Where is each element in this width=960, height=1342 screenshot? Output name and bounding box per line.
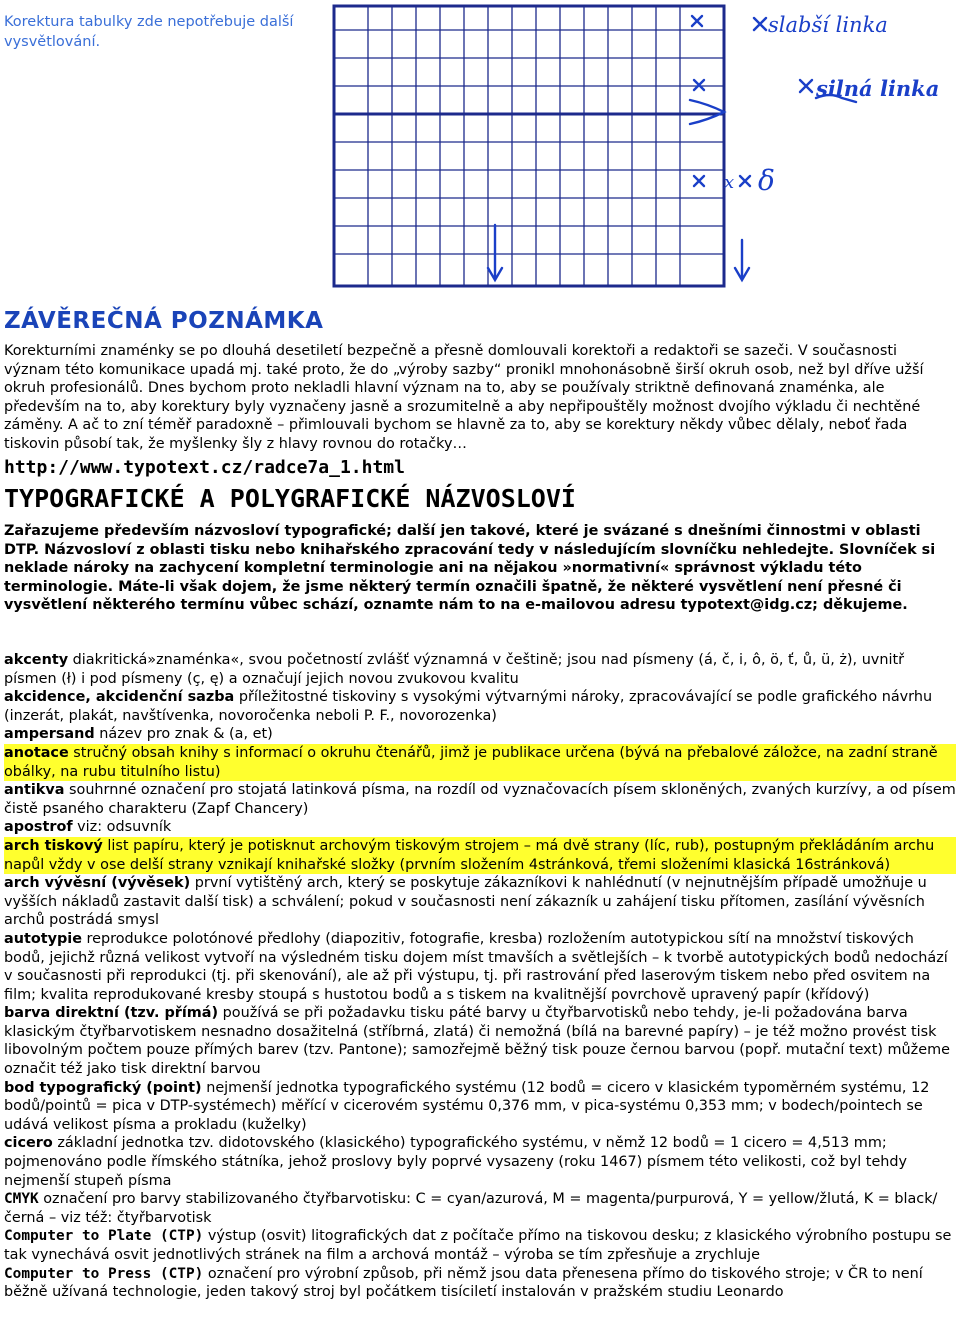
glossary-entry [4, 874, 956, 930]
glossary-entry [4, 1265, 956, 1302]
entry-term: ampersand [4, 726, 95, 743]
entry-term: akcidence, akcidenční sazba [4, 689, 235, 706]
glossary-entry [4, 651, 956, 688]
entry-term: akcenty [4, 652, 69, 668]
glossary-entry [4, 1190, 956, 1227]
entry-term: Computer to Press (CTP) [4, 1265, 204, 1282]
glossary-entry-highlighted [4, 837, 956, 874]
entry-definition: souhrnné označení pro stojatá latinková písma, na rozdíl od vyznačovacích písem skloněných, zvaných kurzívy, a od písem čistě psaného charakteru (Zapf Chancery) [4, 782, 956, 817]
entry-definition: označení pro barvy stabilizovaného čtyřbarvotisku: C = cyan/azurová, M = magenta/purpurová, Y = yellow/žlutá, K = black/černá – viz též: čtyřbarvotisk [4, 1191, 938, 1226]
final-note-heading: ZÁVĚREČNÁ POZNÁMKA [4, 308, 324, 334]
figure-mark-delta: δ [758, 164, 775, 197]
entry-term: arch tiskový [4, 837, 103, 854]
intro-note: Korektura tabulky zde nepotřebuje další vysvětlování. [4, 14, 294, 50]
glossary-entry [4, 930, 956, 1004]
entry-definition: používá se při požadavku tisku páté barvy u čtyřbarvotisků nebo tehdy, je-li požadována barva klasickým čtyřbarvotiskem nesnadno dosažitelná (stříbrná, zlatá) či nemožná (bílá na barevné papíry) – je též možno provést tisk libovolným počtem pouze přímých barev (tzv. Pantone); samozřejmě běžný tisk pouze černou barvou (popř. mutační text) můžeme označit též jako tisk direktní barvou [4, 1005, 950, 1078]
entry-definition: nejmenší jednotka typografického systému (12 bodů = cicero v klasickém typoměrném systému, 12 bodů/pointů = pica v DTP-systémech) měřící v cicerovém systému 0,376 mm, v pica-systému 0,353 mm; v bodech/pointech se udává velikost písma a prokladu (kuželky) [4, 1079, 930, 1133]
glossary-entry [4, 818, 956, 837]
glossary-list [4, 651, 956, 1302]
entry-definition: výstup (osvit) litografických dat z počítače přímo na tiskovou desku; z klasického výrobního postupu se tak vynechává osvit jednotlivých stránek na film a archová montáž – výroba se tím zpřesňuje a zrychluje [4, 1228, 952, 1263]
final-note-paragraph: Korekturními znaménky se po dlouhá desetiletí bezpečně a přesně domlouvali korektoři a redaktoři se sazeči. V současnosti význam této komunikace upadá mj. také proto, že do „výroby sazby“ pronikl mnohonásobně širší okruh osob, než byl dříve užší okruh profesionálů. Dnes bychom proto nekladli hlavní význam na to, aby se používaly striktně definovaná znaménka, ale především na to, aby korektury byly vyznačeny jasně a srozumitelně a aby nepřipouštěly možnost dvojího výkladu či nechtěné záměny. A ač to zní téměř paradoxně – přimlouvali bychom se hlavně za to, aby se korektury někdy vůbec dělaly, neboť řada tiskovin působí tak, že myšlenky šly z hlavy rovnou do rotačky… [4, 343, 924, 452]
entry-definition: list papíru, který je potisknut archovým tiskovým strojem – má dvě strany (líc, rub), postupným překládáním archu napůl vždy v ose delší strany vznikají knihařské složky (prvním složením 4stránková, třemi složeními klasická 16stránková) [4, 837, 935, 873]
entry-definition: základní jednotka tzv. didotovského (klasického) typografického systému, v němž 12 bodů = 1 cicero = 4,513 mm; pojmenováno podle římského státníka, jehož proslovy byly poprvé vysazeny (roku 1467) písmem této velikosti, což byl tehdy nejmenší stupeň písma [4, 1135, 908, 1189]
glossary-entry [4, 725, 956, 744]
entry-definition: diakritická»znaménka«, svou početností zvlášť významná v češtině; jsou nad písmeny (á, č, i, ô, ö, ť, ů, ü, ż), uvnitř písmen (ł) i pod písmeny (ç, ę) a označují jejich novou zvukovou kvalitu [4, 652, 905, 687]
entry-term: arch vývěsní (vývěsek) [4, 875, 191, 892]
glossary-entry [4, 1227, 956, 1264]
entry-definition: viz: odsuvník [72, 819, 172, 836]
glossary-entry [4, 1134, 956, 1190]
figure-mark-x: x [724, 172, 735, 193]
glossary-entry [4, 1079, 956, 1135]
source-url: http://www.typotext.cz/radce7a_1.html [4, 457, 405, 478]
entry-definition: reprodukce polotónové předlohy (diapozitiv, fotografie, kresba) rozložením autotypickou sítí na množství tiskových bodů, jejichž různá velikost vytvoří na výsledném tisku dojem míst tmavších a světlejších – k tvorbě autotypických bodů nedochází v současnosti při reprodukci (tj. při skenování), ale až při výstupu, tj. při rastrování před laserovým tiskem nebo před osvitem na film; kvalita reprodukované kresby stoupá s hustotou bodů a s tiskem na kvalitnější povrchově upravený papír (křídový) [4, 930, 948, 1003]
entry-definition: první vytištěný arch, který se poskytuje zákazníkovi k nahlédnutí (v nejnutnějším případě umožňuje u vyšších nákladů zastavit další tisk) a schválení; pokud v současnosti není zákazník u zahájení tisku přítomen, zasílání vývěsních archů postrádá smysl [4, 875, 927, 929]
glossary-title: TYPOGRAFICKÉ A POLYGRAFICKÉ NÁZVOSLOVÍ [4, 484, 576, 513]
entry-term: autotypie [4, 930, 82, 947]
entry-definition: název pro znak & (a, et) [94, 726, 273, 743]
glossary-entry [4, 688, 956, 725]
entry-term: CMYK [4, 1191, 39, 1208]
correction-marks [488, 16, 856, 280]
entry-definition: označení pro výrobní způsob, při němž jsou data přenesena přímo do tiskového stroje; v ČR to není běžně užívaná technologie, jeden takový stroj byl počátkem tisíciletí instalován v pražském studiu Leonardo [4, 1265, 923, 1301]
figure-label-thin-line: slabší linka [768, 13, 888, 37]
glossary-entry-highlighted [4, 744, 956, 781]
glossary-entry [4, 781, 956, 818]
entry-term: antikva [4, 782, 65, 799]
table-correction-figure [330, 0, 960, 300]
entry-definition: příležitostné tiskoviny s vysokými výtvarnými nároky, zpracovávající se podle grafického návrhu (inzerát, plakát, navštívenka, novoročenka neboli P. F., novorozenka) [4, 689, 933, 724]
entry-definition: stručný obsah knihy s informací o okruhu čtenářů, jimž je publikace určena (bývá na přebalové záložce, na zadní straně obálky, na rubu titulního listu) [4, 744, 938, 780]
table-grid [334, 6, 724, 286]
entry-term: bod typografický (point) [4, 1079, 202, 1096]
entry-term: cicero [4, 1135, 53, 1152]
entry-term: barva direktní (tzv. přímá) [4, 1005, 219, 1022]
entry-term: apostrof [4, 819, 73, 836]
glossary-intro: Zařazujeme především názvosloví typografické; další jen takové, které je svázané s dnešními činnostmi v oblasti DTP. Názvosloví z oblasti tisku nebo knihařského zpracování tedy v následujícím slovníčku nehledejte. Slovníček si neklade nároky na zachycení kompletní terminologie ani na nějakou »normativní« správnost výkladu této terminologie. Máte-li však dojem, že jsme některý termín označili špatně, že některé vysvětlení není přesné či vysvětlení některého termínu vůbec schází, oznamte nám to na e-mailovou adresu typotext@idg.cz; děkujeme. [4, 523, 936, 614]
figure-label-thick-line: silná linka [816, 76, 940, 101]
glossary-entry [4, 1004, 956, 1078]
entry-term: anotace [4, 744, 69, 761]
entry-term: Computer to Plate (CTP) [4, 1228, 204, 1245]
